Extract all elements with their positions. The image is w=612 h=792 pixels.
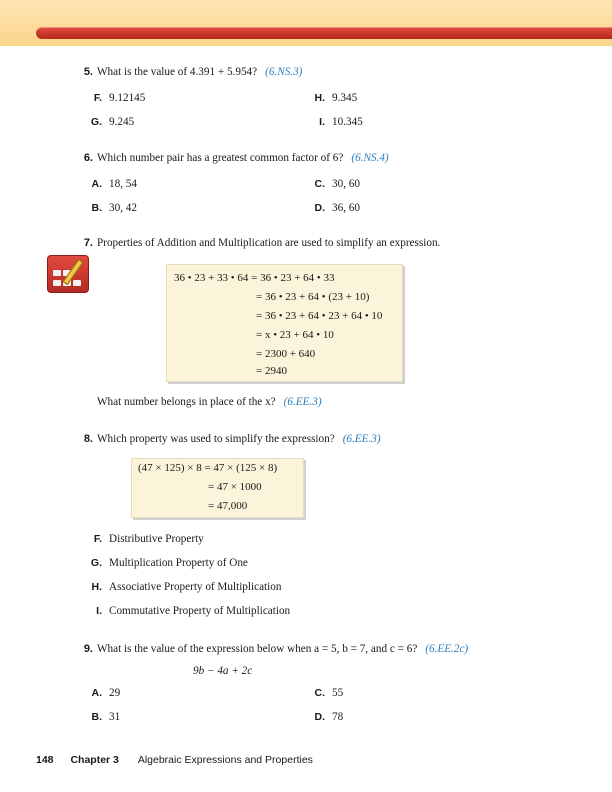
graphing-calculator-icon	[47, 255, 89, 293]
chapter-title: Algebraic Expressions and Properties	[137, 754, 313, 766]
standard-code: (6.NS.3)	[265, 66, 303, 78]
answer-option[interactable]: C. 30, 60	[314, 178, 360, 190]
expression-box	[131, 458, 304, 518]
page-number: 148	[36, 754, 54, 766]
expression-line: 36 • 23 + 33 • 64 = 36 • 23 + 64 • 33	[174, 272, 335, 284]
answer-option[interactable]: D. 78	[314, 711, 344, 723]
answer-option[interactable]: G. Multiplication Property of One	[90, 557, 248, 569]
question-number: 7.	[83, 237, 93, 249]
question-text: What is the value of 4.391 + 5.954? (6.NS.3)	[97, 66, 303, 78]
answer-option[interactable]: H. 9.345	[314, 92, 358, 104]
answer-option[interactable]: B. 30, 42	[91, 202, 137, 214]
answer-option[interactable]: B. 31	[91, 711, 121, 723]
question-text: What is the value of the expression below when a = 5, b = 7, and c = 6? (6.EE.2c)	[97, 643, 469, 655]
header-band	[0, 0, 612, 46]
expression-line: = 2940	[256, 365, 287, 377]
expression-line: = 36 • 23 + 64 • (23 + 10)	[256, 291, 370, 303]
question-number: 6.	[83, 152, 93, 164]
question-text: Which property was used to simplify the expression? (6.EE.3)	[97, 433, 381, 445]
answer-option[interactable]: D. 36, 60	[314, 202, 360, 214]
question-number: 5.	[83, 66, 93, 78]
answer-option[interactable]: H. Associative Property of Multiplication	[91, 581, 282, 593]
answer-option[interactable]: F. Distributive Property	[93, 533, 204, 545]
standard-code: (6.NS.4)	[351, 152, 389, 164]
expression-line: = 47,000	[208, 500, 248, 512]
question-number: 9.	[83, 643, 93, 655]
answer-option[interactable]: A. 18, 54	[91, 178, 137, 190]
answer-option[interactable]: G. 9.245	[90, 116, 135, 128]
question-text: Properties of Addition and Multiplication are used to simplify an expression.	[97, 237, 441, 249]
standard-code: (6.EE.2c)	[425, 643, 469, 655]
standard-code: (6.EE.3)	[342, 433, 381, 445]
chapter-label: Chapter 3	[70, 754, 119, 766]
answer-option[interactable]: I. 10.345	[319, 116, 363, 128]
question-7-prompt: What number belongs in place of the x? (6.EE.3)	[97, 396, 322, 408]
expression-line: = x • 23 + 64 • 10	[256, 329, 334, 341]
expression: 9b − 4a + 2c	[193, 665, 253, 677]
question-text: Which number pair has a greatest common factor of 6? (6.NS.4)	[97, 152, 389, 164]
expression-line: = 36 • 23 + 64 • 23 + 64 • 10	[256, 310, 383, 322]
question-number: 8.	[83, 433, 93, 445]
standard-code: (6.EE.3)	[283, 396, 322, 408]
answer-option[interactable]: A. 29	[91, 687, 121, 699]
page-footer	[36, 754, 313, 766]
answer-option[interactable]: I. Commutative Property of Multiplication	[96, 605, 291, 617]
expression-line: (47 × 125) × 8 = 47 × (125 × 8)	[138, 462, 278, 474]
expression-box	[166, 264, 403, 382]
answer-option[interactable]: F. 9.12145	[93, 92, 146, 104]
expression-line: = 47 × 1000	[208, 481, 262, 493]
answer-option[interactable]: C. 55	[314, 687, 344, 699]
expression-line: = 2300 + 640	[256, 348, 316, 360]
header-red-bar	[36, 27, 612, 39]
